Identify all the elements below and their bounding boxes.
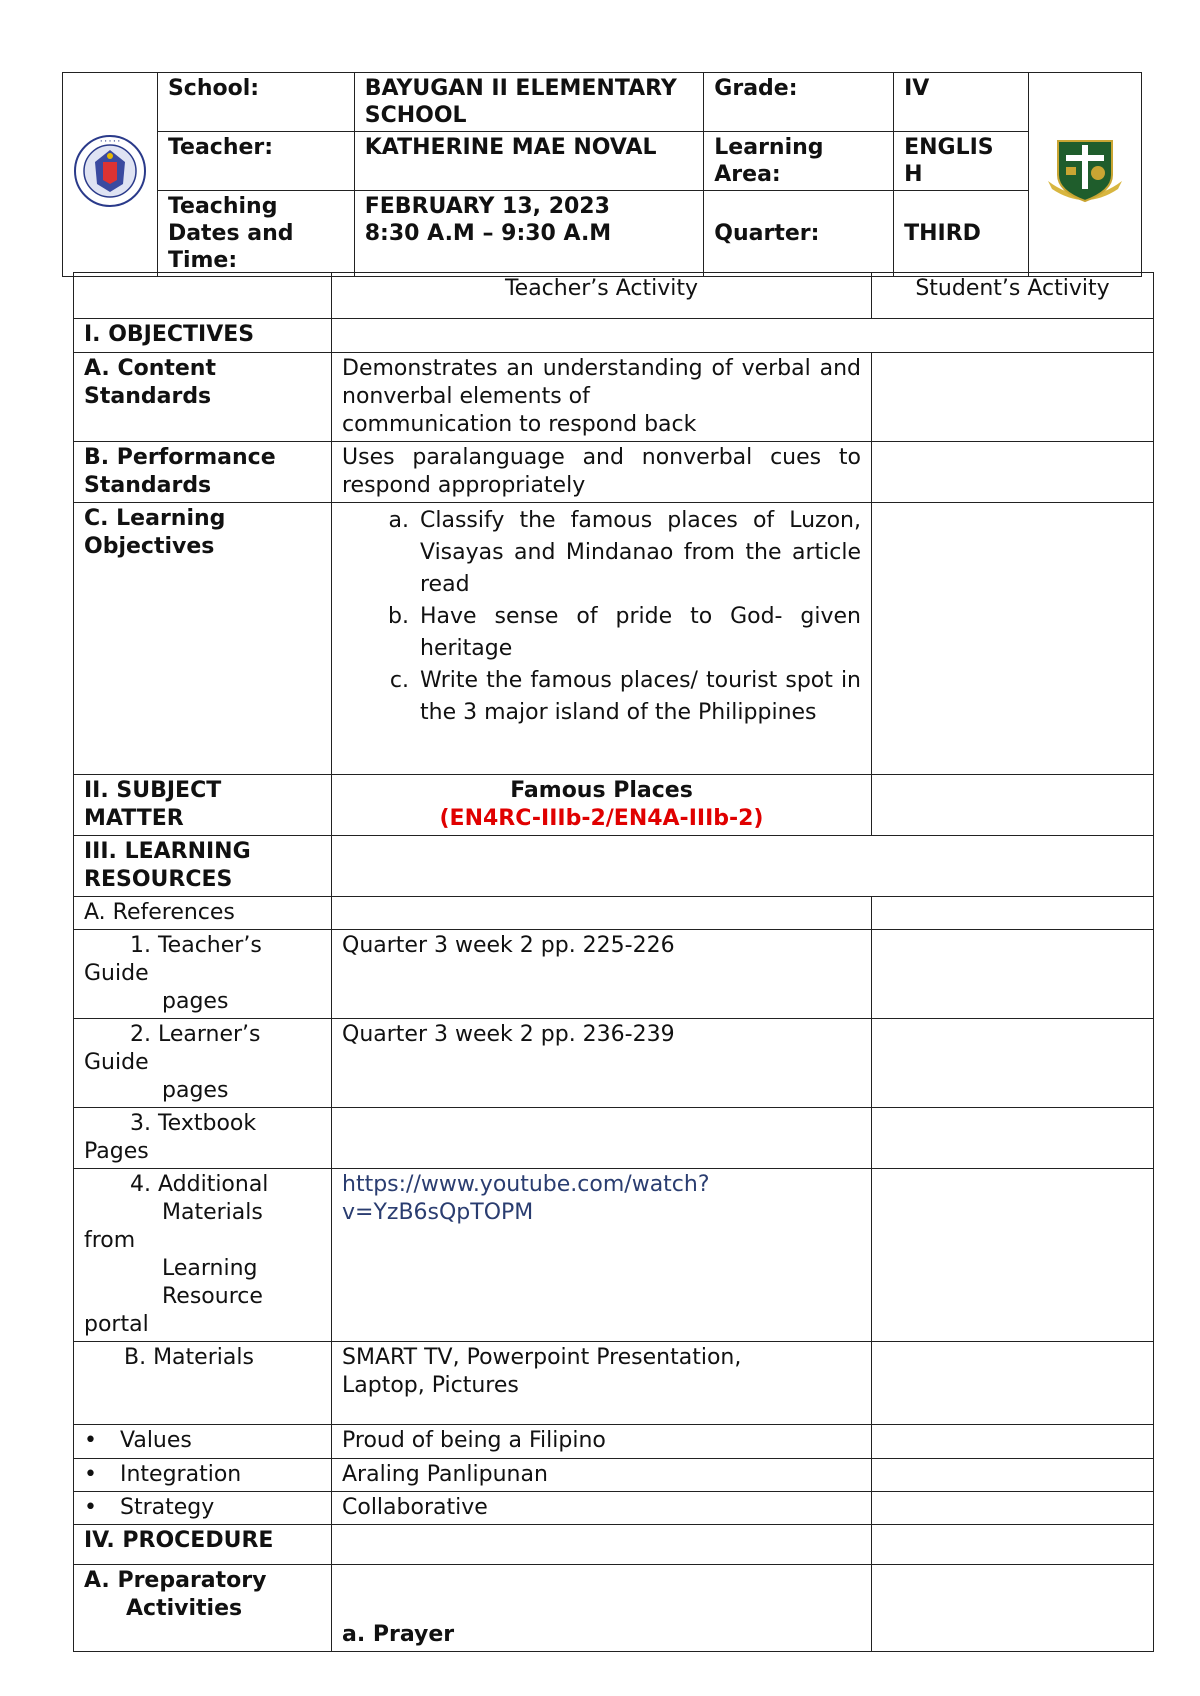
materials-student <box>872 1342 1154 1425</box>
student-activity-header: Student’s Activity <box>872 273 1154 319</box>
values-student <box>872 1425 1154 1459</box>
learning-area-label: Learning Area: <box>704 132 894 191</box>
additional-materials-student <box>872 1169 1154 1342</box>
values-label: Values <box>120 1428 192 1453</box>
textbook-pages-label <box>74 1108 332 1169</box>
strategy-value: Collaborative <box>332 1492 872 1525</box>
materials-line2: Laptop, Pictures <box>342 1373 519 1398</box>
additional-materials-label-2: Materials <box>162 1200 263 1225</box>
integration-label-cell <box>74 1459 332 1492</box>
header-empty-cell <box>74 273 332 319</box>
integration-student <box>872 1459 1154 1492</box>
values-value: Proud of being a Filipino <box>332 1425 872 1459</box>
textbook-pages-label-2: Pages <box>84 1139 149 1164</box>
bullet-icon: • <box>84 1495 97 1520</box>
teachers-guide-label-2: Guide <box>84 961 149 986</box>
learning-resources-label: III. LEARNING RESOURCES <box>74 836 332 897</box>
strategy-student <box>872 1492 1154 1525</box>
subject-matter-title: Famous Places <box>510 778 693 803</box>
values-label-cell <box>74 1425 332 1459</box>
additional-materials-label-3: from <box>84 1228 136 1253</box>
learning-objectives-list <box>342 505 861 729</box>
textbook-pages-student <box>872 1108 1154 1169</box>
school-label: School: <box>157 73 354 132</box>
teachers-guide-student <box>872 930 1154 1019</box>
learning-area-value: ENGLIS H <box>894 132 1029 191</box>
preparatory-label-1: A. Preparatory <box>84 1568 267 1593</box>
learners-guide-label-3: pages <box>162 1078 229 1103</box>
header-table <box>62 72 1142 277</box>
school-crest-icon <box>1042 131 1128 211</box>
procedure-student <box>872 1525 1154 1565</box>
integration-label: Integration <box>120 1462 242 1487</box>
content-standards-label: A. Content Standards <box>74 353 332 442</box>
procedure-title: IV. PROCEDURE <box>74 1525 332 1565</box>
preparatory-student <box>872 1565 1154 1652</box>
grade-value: IV <box>894 73 1029 132</box>
teacher-label: Teacher: <box>157 132 354 191</box>
learners-guide-label-1: 2. Learner’s <box>130 1022 261 1047</box>
references-label: A. References <box>74 897 332 930</box>
learning-objective-item: b. Have sense of pride to God- given heritage <box>416 601 861 665</box>
teachers-guide-label-3: pages <box>162 989 229 1014</box>
teachers-guide-value: Quarter 3 week 2 pp. 225-226 <box>332 930 872 1019</box>
learning-objectives-student <box>872 503 1154 775</box>
school-logo-cell <box>1029 73 1142 277</box>
teachers-guide-label-1: 1. Teacher’s <box>130 933 262 958</box>
grade-label: Grade: <box>704 73 894 132</box>
materials-value <box>332 1342 872 1425</box>
preparatory-label-2: Activities <box>126 1596 243 1621</box>
svg-text:· · · · ·: · · · · · <box>100 138 120 145</box>
objectives-empty <box>332 319 1154 353</box>
additional-materials-label-6: portal <box>84 1312 149 1337</box>
teaching-dates-label: Teaching Dates and Time: <box>157 191 354 277</box>
quarter-value: THIRD <box>894 191 1029 277</box>
learners-guide-label <box>74 1019 332 1108</box>
additional-materials-label-5: Resource <box>162 1284 263 1309</box>
learning-objectives-label: C. Learning Objectives <box>74 503 332 775</box>
strategy-label-cell <box>74 1492 332 1525</box>
school-value: BAYUGAN II ELEMENTARY SCHOOL <box>354 73 704 132</box>
learning-objectives-list-cell <box>332 503 872 775</box>
materials-label: B. Materials <box>74 1342 332 1425</box>
lesson-plan-table <box>73 272 1154 1652</box>
content-standards-text <box>332 353 872 442</box>
additional-materials-label-4: Learning <box>162 1256 258 1281</box>
objectives-title: I. OBJECTIVES <box>74 319 332 353</box>
teaching-dates-value <box>354 191 704 277</box>
materials-line1: SMART TV, Powerpoint Presentation, <box>342 1345 742 1370</box>
teaching-date: FEBRUARY 13, 2023 <box>364 194 610 219</box>
subject-matter-code: (EN4RC-IIIb-2/EN4A-IIIb-2) <box>439 806 764 831</box>
procedure-empty <box>332 1525 872 1565</box>
bullet-icon: • <box>84 1428 97 1453</box>
quarter-label: Quarter: <box>704 191 894 277</box>
performance-standards-text <box>332 442 872 503</box>
preparatory-activities-label <box>74 1565 332 1652</box>
content-standards-line1: Demonstrates an understanding of verbal and nonverbal elements of <box>342 356 861 409</box>
subject-matter-label: II. SUBJECT MATTER <box>74 775 332 836</box>
subject-matter-student <box>872 775 1154 836</box>
performance-standards-line2: respond appropriately <box>342 473 586 498</box>
teacher-value: KATHERINE MAE NOVAL <box>354 132 704 191</box>
learning-resources-empty <box>332 836 1154 897</box>
content-standards-line2: communication to respond back <box>342 412 697 437</box>
teachers-guide-label <box>74 930 332 1019</box>
prayer-text: a. Prayer <box>332 1565 872 1652</box>
textbook-pages-label-1: 3. Textbook <box>130 1111 257 1136</box>
learners-guide-student <box>872 1019 1154 1108</box>
learning-objective-item: a. Classify the famous places of Luzon, Visayas and Mindanao from the article read <box>416 505 861 601</box>
teaching-time: 8:30 A.M – 9:30 A.M <box>364 221 612 246</box>
learners-guide-value: Quarter 3 week 2 pp. 236-239 <box>332 1019 872 1108</box>
youtube-link-line1[interactable]: https://www.youtube.com/watch? <box>342 1172 710 1197</box>
textbook-pages-value <box>332 1108 872 1169</box>
teacher-activity-header: Teacher’s Activity <box>332 273 872 319</box>
references-student <box>872 897 1154 930</box>
performance-standards-student <box>872 442 1154 503</box>
deped-logo-cell <box>63 73 158 277</box>
additional-materials-label-1: 4. Additional <box>130 1172 269 1197</box>
references-empty <box>332 897 872 930</box>
subject-matter-cell <box>332 775 872 836</box>
performance-standards-label: B. Performance Standards <box>74 442 332 503</box>
youtube-link-line2[interactable]: v=YzB6sQpTOPM <box>342 1200 534 1225</box>
bullet-icon: • <box>84 1462 97 1487</box>
deped-seal-icon <box>73 134 147 208</box>
content-standards-student <box>872 353 1154 442</box>
additional-materials-value <box>332 1169 872 1342</box>
additional-materials-label <box>74 1169 332 1342</box>
strategy-label: Strategy <box>120 1495 215 1520</box>
integration-value: Araling Panlipunan <box>332 1459 872 1492</box>
learning-objective-item: c. Write the famous places/ tourist spot in the 3 major island of the Philippines <box>416 665 861 729</box>
performance-standards-line1: Uses paralanguage and nonverbal cues to <box>342 445 861 470</box>
learners-guide-label-2: Guide <box>84 1050 149 1075</box>
